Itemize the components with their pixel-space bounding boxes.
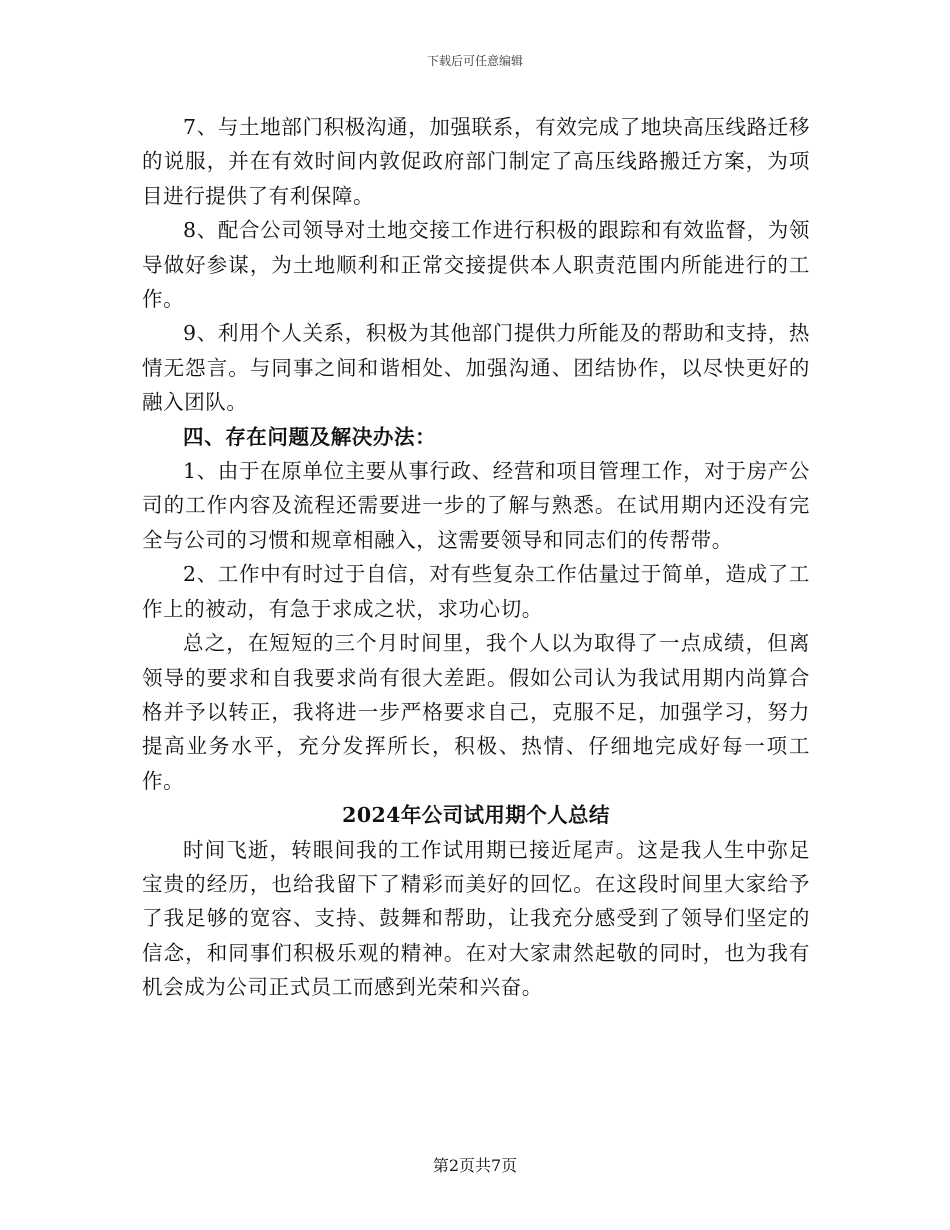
intro-paragraph: 时间飞逝，转眼间我的工作试用期已接近尾声。这是我人生中弥足宝贵的经历，也给我留下了精彩而美好的回忆。在这段时间里大家给予了我足够的宽容、支持、鼓舞和帮助，让我充分感受到了领导们坚定的信念，和同事们积极乐观的精神。在对大家肃然起敬的同时，也为我有机会成为公司正式员工而感到光荣和兴奋。: [142, 837, 810, 1000]
document-title: 2024年公司试用期个人总结: [342, 803, 610, 828]
paragraph-item-9: 9、利用个人关系，积极为其他部门提供力所能及的帮助和支持，热情无怨言。与同事之间和谐相处、加强沟通、团结协作，以尽快更好的融入团队。: [142, 321, 810, 415]
paragraph-item-8: 8、配合公司领导对土地交接工作进行积极的跟踪和有效监督，为领导做好参谋，为土地顺利和正常交接提供本人职责范围内所能进行的工作。: [142, 218, 810, 312]
problem-item-1: 1、由于在原单位主要从事行政、经营和项目管理工作，对于房产公司的工作内容及流程还需要进一步的了解与熟悉。在试用期内还没有完全与公司的习惯和规章相融入，这需要领导和同志们的传帮带。: [142, 459, 810, 552]
page-number: 第2页共7页: [432, 1156, 518, 1175]
paragraph-item-7: 7、与土地部门积极沟通，加强联系，有效完成了地块高压线路迁移的说服，并在有效时间内敦促政府部门制定了高压线路搬迁方案，为项目进行提供了有利保障。: [142, 115, 810, 208]
document-body: [142, 110, 810, 1005]
page-header-note: 下载后可任意编辑: [426, 54, 523, 68]
conclusion-paragraph: 总之，在短短的三个月时间里，我个人以为取得了一点成绩，但离领导的要求和自我要求尚有很大差距。假如公司认为我试用期内尚算合格并予以转正，我将进一步严格要求自己，克服不足，加强学习，努力提高业务水平，充分发挥所长，积极、热情、仔细地完成好每一项工作。: [142, 631, 810, 793]
problem-item-2: 2、工作中有时过于自信，对有些复杂工作估量过于简单，造成了工作上的被动，有急于求成之状，求功心切。: [142, 562, 810, 621]
section-heading-problems: 四、存在问题及解决办法：: [183, 424, 437, 449]
